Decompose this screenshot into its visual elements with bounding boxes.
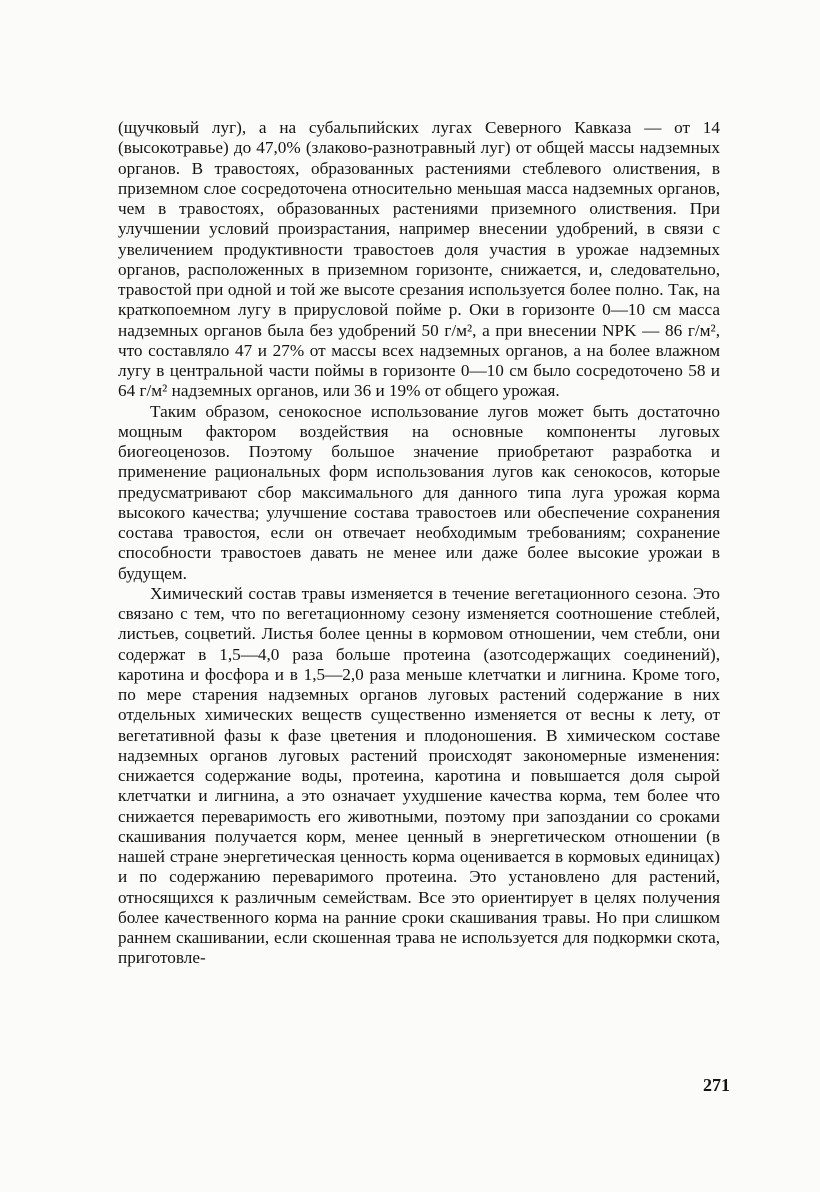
body-text	[118, 118, 720, 969]
paragraph-1: (щучковый луг), а на субальпийских лугах Северного Кавказа — от 14 (высокотравье) до 47,0% (злаково-разнотравный луг) от общей массы надземных органов. В травостоях, образованных растениями стеблевого олиствения, в приземном слое сосредоточена относительно меньшая масса надземных органов, чем в травостоях, образованных растениями приземного олиствения. При улучшении условий произрастания, например внесении удобрений, в связи с увеличением продуктивности травостоев доля участия в урожае надземных органов, расположенных в приземном горизонте, снижается, и, следовательно, травостой при одной и той же высоте срезания используется более полно. Так, на краткопоемном лугу в прирусловой пойме р. Оки в горизонте 0—10 см масса надземных органов была без удобрений 50 г/м², а при внесении NPK — 86 г/м², что составляло 47 и 27% от массы всех надземных органов, а на более влажном лугу в центральной части поймы в горизонте 0—10 см было сосредоточено 58 и 64 г/м² надземных органов, или 36 и 19% от общего урожая.	[118, 118, 720, 401]
paragraph-2: Таким образом, сенокосное использование лугов может быть достаточно мощным фактором воздействия на основные компоненты луговых биогеоценозов. Поэтому большое значение приобретают разработка и применение рациональных форм использования лугов как сенокосов, которые предусматривают сбор максимального для данного типа луга урожая корма высокого качества; улучшение состава травостоев или обеспечение сохранения состава травостоя, если он отвечает необходимым требованиям; сохранение способности травостоев давать не менее или даже более высокие урожаи в будущем.	[118, 401, 720, 583]
paragraph-3: Химический состав травы изменяется в течение вегетационного сезона. Это связано с тем, что по вегетационному сезону изменяется соотношение стеблей, листьев, соцветий. Листья более ценны в кормовом отношении, чем стебли, они содержат в 1,5—4,0 раза больше протеина (азотсодержащих соединений), каротина и фосфора и в 1,5—2,0 раза меньше клетчатки и лигнина. Кроме того, по мере старения надземных органов луговых растений содержание в них отдельных химических веществ существенно изменяется от весны к лету, от вегетативной фазы к фазе цветения и плодоношения. В химическом составе надземных органов луговых растений происходят закономерные изменения: снижается содержание воды, протеина, каротина и повышается доля сырой клетчатки и лигнина, а это означает ухудшение качества корма, тем более что снижается переваримость его животными, поэтому при запоздании со сроками скашивания получается корм, менее ценный в энергетическом отношении (в нашей стране энергетическая ценность корма оценивается в кормовых единицах) и по содержанию переваримого протеина. Это установлено для растений, относящихся к различным семействам. Все это ориентирует в целях получения более качественного корма на ранние сроки скашивания травы. Но при слишком раннем скашивании, если скошенная трава не используется для подкормки скота, приготовле-	[118, 583, 720, 968]
page-number: 271	[703, 1075, 730, 1095]
